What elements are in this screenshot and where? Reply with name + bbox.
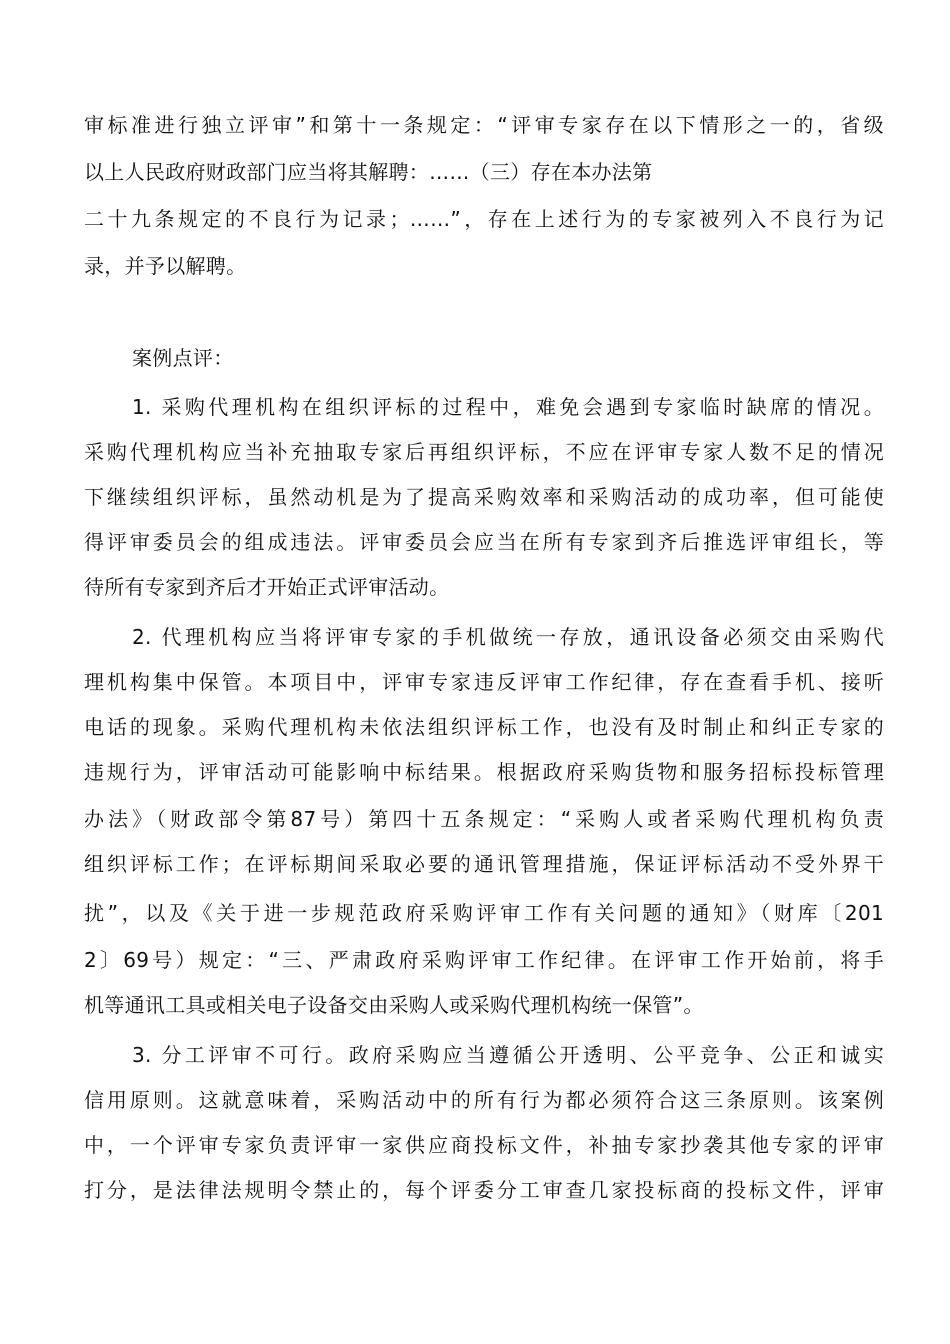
intro-line-1: 审标准进行独立评审”和第十一条规定：“评审专家存在以下情形之一的，省级 [84,113,884,137]
item-1-line-3: 下继续组织评标，虽然动机是为了提高采购效率和采购活动的成功率，但可能使 [84,485,884,509]
item-3-line-4: 打分，是法律法规明令禁止的，每个评委分工审查几家投标商的投标文件，评审 [84,1178,884,1202]
item-2-line-1: 2. 代理机构应当将评审专家的手机做统一存放，通讯设备必须交由采购代 [132,625,884,649]
intro-line-4: 录，并予以解聘。 [84,254,247,278]
item-3-line-3: 中，一个评审专家负责评审一家供应商投标文件，补抽专家抄袭其他专家的评审 [84,1133,884,1157]
item-3-line-2: 信用原则。这就意味着，采购活动中的所有行为都必须符合这三条原则。该案例 [84,1088,884,1112]
item-2-line-3: 电话的现象。采购代理机构未依法组织评标工作，也没有及时制止和纠正专家的 [84,715,884,739]
item-2-line-6: 组织评标工作；在评标期间采取必要的通讯管理措施，保证评标活动不受外界干 [84,852,884,876]
intro-line-2: 以上人民政府财政部门应当将其解聘：……（三）存在本办法第 [84,160,653,184]
item-2-line-7: 扰”，以及《关于进一步规范政府采购评审工作有关问题的通知》（财库〔201 [84,901,884,925]
item-1-line-2: 采购代理机构应当补充抽取专家后再组织评标，不应在评审专家人数不足的情况 [84,440,884,464]
item-2-line-9: 机等通讯工具或相关电子设备交由采购人或采购代理机构统一保管”。 [84,993,704,1017]
item-3-line-1: 3. 分工评审不可行。政府采购应当遵循公开透明、公平竞争、公正和诚实 [132,1043,884,1067]
item-2-line-2: 理机构集中保管。本项目中，评审专家违反评审工作纪律，存在查看手机、接听 [84,670,884,694]
item-1-line-1: 1. 采购代理机构在组织评标的过程中，难免会遇到专家临时缺席的情况。 [132,395,884,419]
section-heading: 案例点评： [132,346,234,370]
intro-line-3: 二十九条规定的不良行为记录；……”，存在上述行为的专家被列入不良行为记 [84,207,884,231]
item-2-line-5: 办法》（财政部令第87号）第四十五条规定：“采购人或者采购代理机构负责 [84,807,884,831]
item-2-line-4: 违规行为，评审活动可能影响中标结果。根据政府采购货物和服务招标投标管理 [84,760,884,784]
item-1-line-5: 待所有专家到齐后才开始正式评审活动。 [84,575,450,599]
item-2-line-8: 2〕69号）规定：“三、严肃政府采购评审工作纪律。在评审工作开始前，将手 [84,948,884,972]
item-1-line-4: 得评审委员会的组成违法。评审委员会应当在所有专家到齐后推选评审组长，等 [84,530,884,554]
